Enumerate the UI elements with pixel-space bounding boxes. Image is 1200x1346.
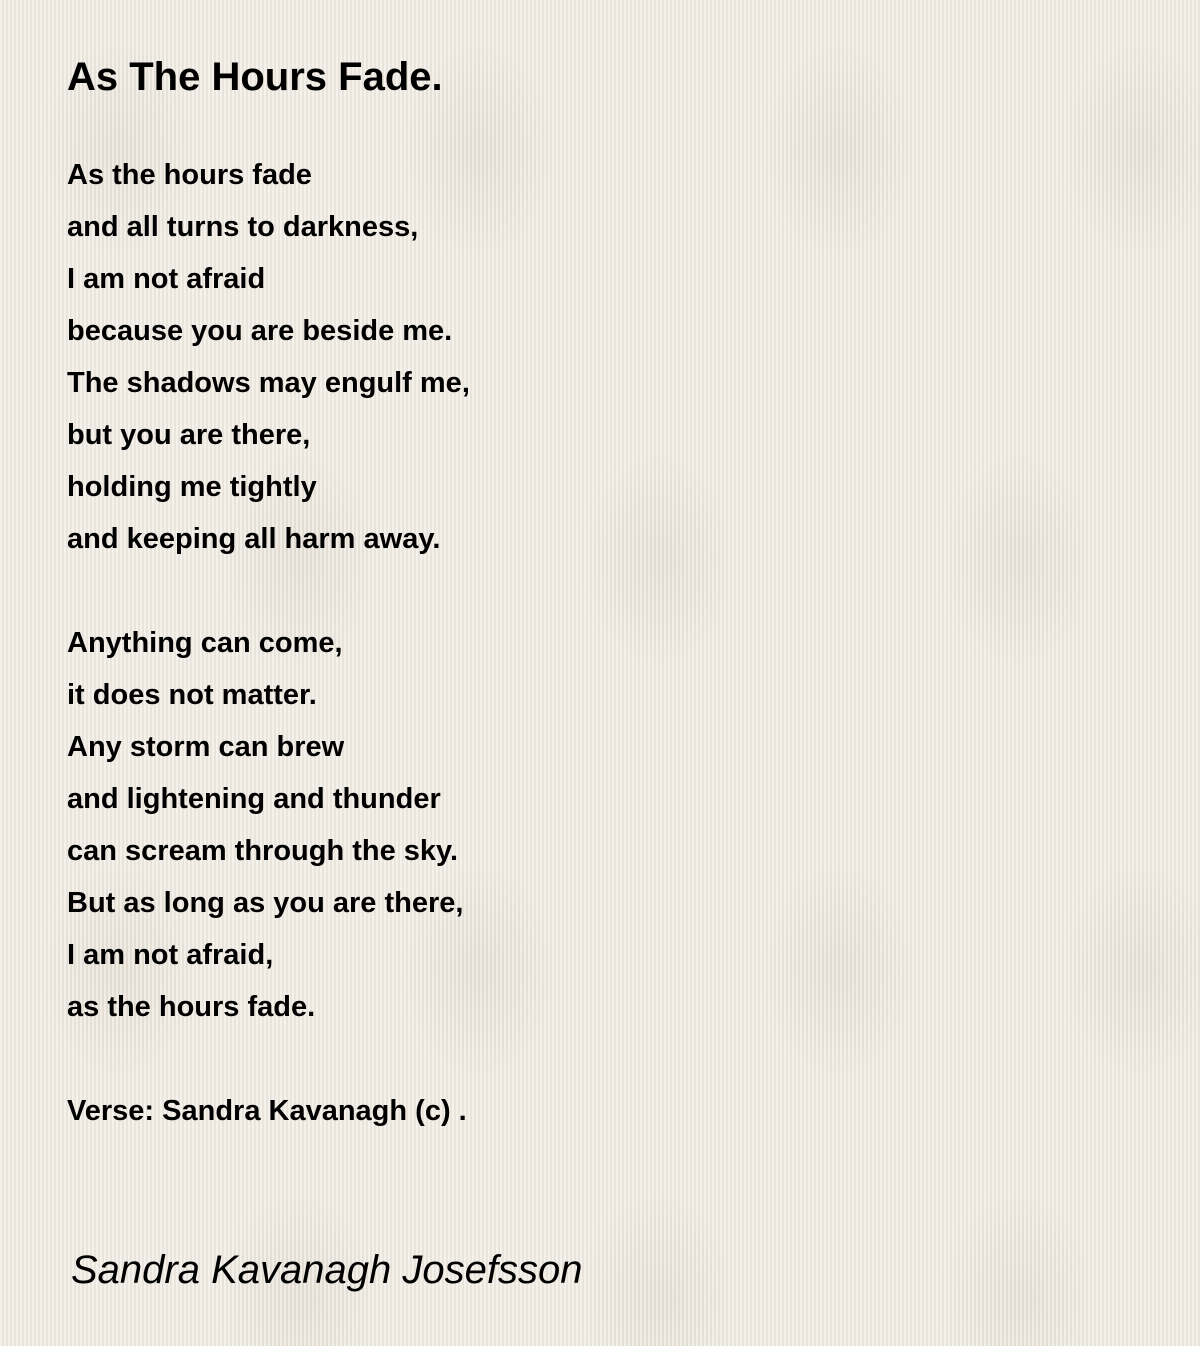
poem-line: The shadows may engulf me, [67,367,470,399]
poem-line: as the hours fade. [67,991,316,1023]
poem-line: But as long as you are there, [67,887,464,919]
poem-body [67,149,967,1137]
poem-line: Anything can come, [67,627,343,659]
poem-line: can scream through the sky. [67,835,459,867]
stanza-1 [67,149,967,565]
poem-title: As The Hours Fade. [67,55,443,99]
author-name: Sandra Kavanagh Josefsson [71,1248,583,1292]
poem-line: but you are there, [67,419,311,451]
verse-credit: Verse: Sandra Kavanagh (c) . [67,1095,467,1127]
poem-line: and lightening and thunder [67,783,441,815]
poem-line: and keeping all harm away. [67,523,441,555]
poem-line: I am not afraid, [67,939,274,971]
poem-line: I am not afraid [67,263,266,295]
poem-line: and all turns to darkness, [67,211,419,243]
poem-line: Any storm can brew [67,731,345,763]
stanza-2 [67,617,967,1033]
poem-line: holding me tightly [67,471,317,503]
poem-line: As the hours fade [67,159,312,191]
poem-line: it does not matter. [67,679,317,711]
poem-line: because you are beside me. [67,315,453,347]
